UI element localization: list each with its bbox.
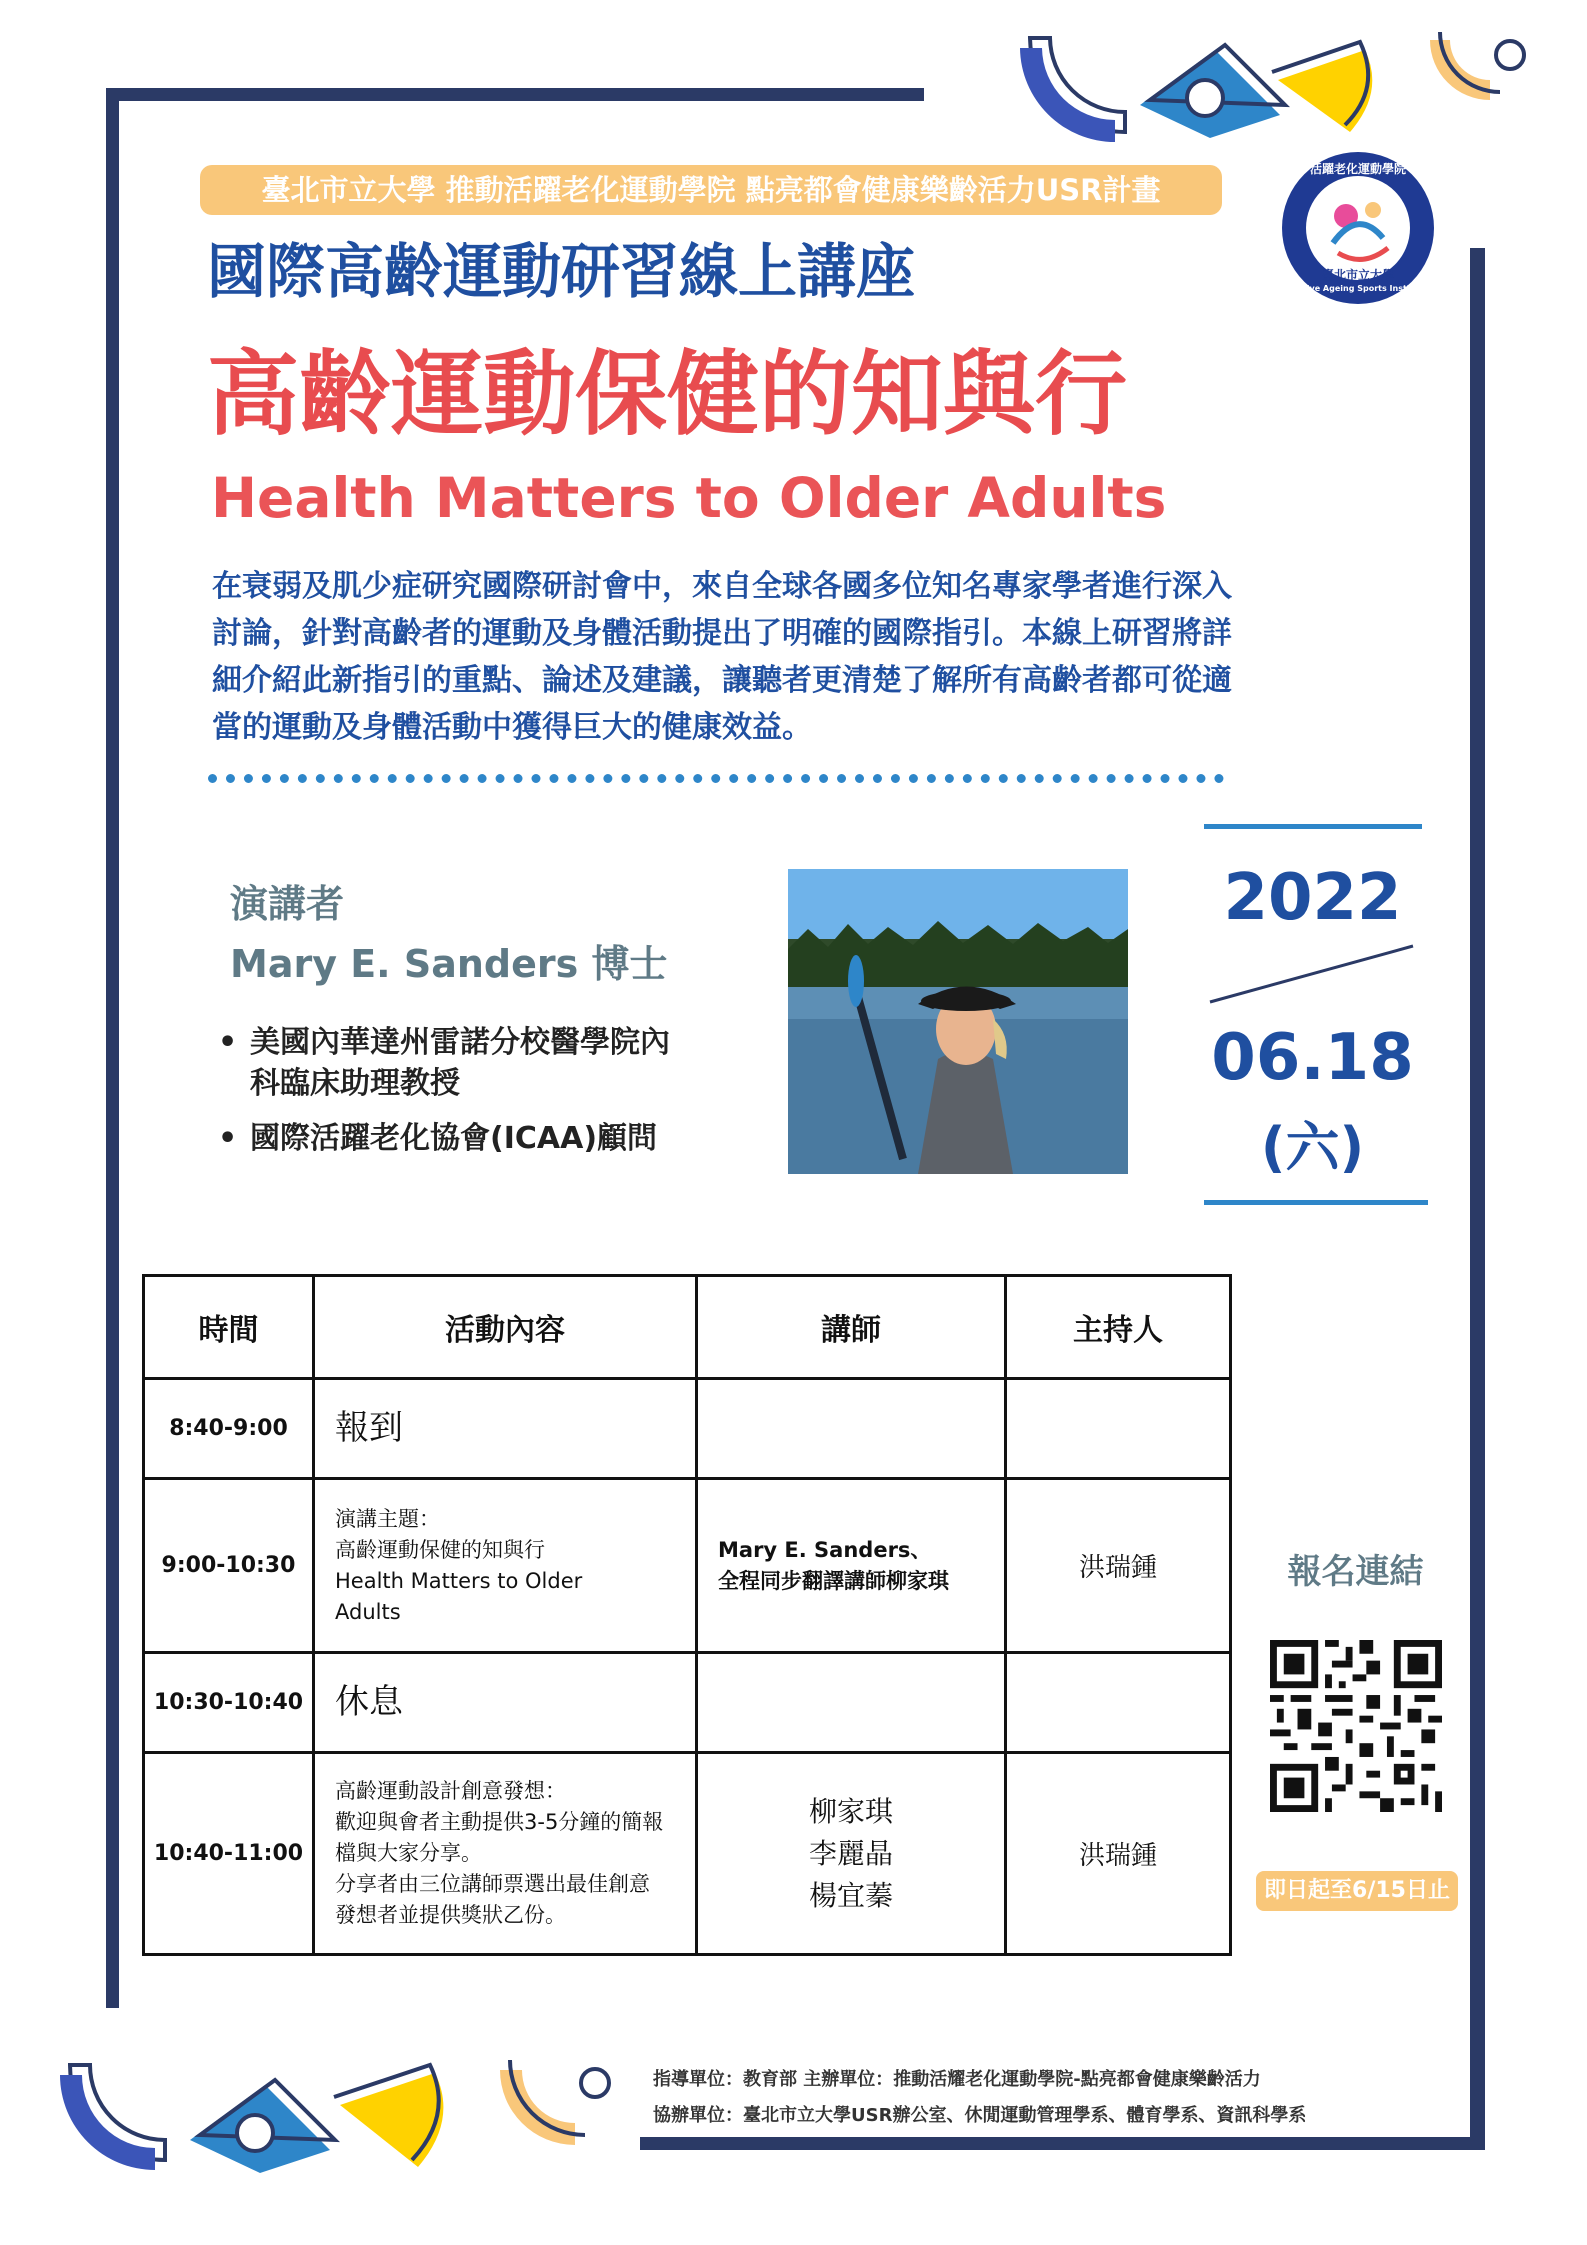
table-row [144, 1753, 1231, 1955]
table-row [144, 1653, 1231, 1753]
frame-left-border [106, 88, 119, 2008]
frame-right-border [1470, 248, 1485, 2150]
cell-time: 8:40-9:00 [144, 1379, 314, 1479]
registration-qr-code[interactable] [1270, 1640, 1442, 1812]
intro-line: 討論，針對高齡者的運動及身體活動提出了明確的國際指引。本線上研習將詳 [212, 616, 1232, 651]
cell-speaker [697, 1653, 1006, 1753]
cell-speaker [697, 1379, 1006, 1479]
speaker-name: Mary E. Sanders 博士 [230, 942, 668, 986]
cell-activity: 報到 [314, 1379, 697, 1479]
table-row [144, 1479, 1231, 1653]
intro-line: 當的運動及身體活動中獲得巨大的健康效益。 [212, 710, 812, 745]
institute-logo [1278, 148, 1438, 308]
footer-line-guidance: 指導單位：教育部 主辦單位：推動活耀老化運動學院-點亮都會健康樂齡活力 [653, 2069, 1261, 2090]
speaker-label: 演講者 [230, 882, 345, 926]
registration-deadline-badge: 即日起至6/15日止 [1256, 1871, 1458, 1911]
event-year: 2022 [1223, 861, 1402, 935]
cell-host: 洪瑞鍾 [1006, 1753, 1231, 1955]
logo-text-center: 臺北市立大學 [1321, 268, 1394, 282]
frame-bottom-border [640, 2137, 1485, 2150]
table-row [144, 1379, 1231, 1479]
dotted-divider [208, 774, 1224, 783]
event-series-title: 國際高齡運動研習線上講座 [207, 237, 916, 306]
speaker-credentials [218, 1022, 670, 1173]
date-line-bottom [1204, 1200, 1428, 1205]
cell-activity: 高齡運動設計創意發想： 歡迎與會者主動提供3-5分鐘的簡報 檔與大家分享。 分享者由三位講師票選出最佳創意 發想者並提供獎狀乙份。 [314, 1753, 697, 1955]
cell-activity: 演講主題： 高齡運動保健的知與行 Health Matters to Older Adults [314, 1479, 697, 1653]
registration-label: 報名連結 [1287, 1552, 1424, 1592]
footer-line-cohost: 協辦單位：臺北市立大學USR辦公室、休閒運動管理學系、體育學系、資訊科學系 [653, 2105, 1307, 2126]
header-activity: 活動內容 [314, 1276, 697, 1379]
intro-paragraph [212, 563, 1362, 751]
logo-text-top: 活躍老化運動學院 [1309, 162, 1406, 176]
date-slash [1208, 940, 1418, 1010]
header-time: 時間 [144, 1276, 314, 1379]
schedule-table [142, 1274, 1232, 1956]
cell-host [1006, 1653, 1231, 1753]
cell-activity: 休息 [314, 1653, 697, 1753]
lecture-title: 高齡運動保健的知與行 [207, 341, 1128, 448]
intro-line: 在衰弱及肌少症研究國際研討會中，來自全球各國多位知名專家學者進行深入 [212, 569, 1232, 604]
credential-item: • 國際活躍老化協會(ICAA)顧問 [218, 1118, 670, 1159]
decorative-shapes-top [1010, 20, 1550, 150]
credential-item: • 美國內華達州雷諾分校醫學院內 科臨床助理教授 [218, 1022, 670, 1104]
cell-time: 10:40-11:00 [144, 1753, 314, 1955]
cell-speaker: Mary E. Sanders、 全程同步翻譯講師柳家琪 [697, 1479, 1006, 1653]
date-line-top [1204, 824, 1422, 829]
cell-speaker: 柳家琪 李麗晶 楊宜蓁 [697, 1753, 1006, 1955]
header-host: 主持人 [1006, 1276, 1231, 1379]
cell-time: 10:30-10:40 [144, 1653, 314, 1753]
frame-top-border [106, 88, 924, 101]
intro-line: 細介紹此新指引的重點、論述及建議，讓聽者更清楚了解所有高齡者都可從適 [212, 663, 1232, 698]
event-weekday: (六) [1260, 1116, 1365, 1179]
lecture-title-english: Health Matters to Older Adults [211, 466, 1167, 530]
cell-host: 洪瑞鍾 [1006, 1479, 1231, 1653]
speaker-photo [788, 869, 1128, 1174]
organizer-banner: 臺北市立大學 推動活躍老化運動學院 點亮都會健康樂齡活力USR計畫 [200, 165, 1222, 215]
cell-time: 9:00-10:30 [144, 1479, 314, 1653]
footer-organizers [653, 2062, 1306, 2134]
logo-text-bottom: Active Ageing Sports Institute [1292, 284, 1429, 293]
cell-host [1006, 1379, 1231, 1479]
decorative-shapes-bottom [50, 2045, 630, 2185]
event-month-day: 06.18 [1211, 1021, 1414, 1095]
header-speaker: 講師 [697, 1276, 1006, 1379]
table-header-row [144, 1276, 1231, 1379]
